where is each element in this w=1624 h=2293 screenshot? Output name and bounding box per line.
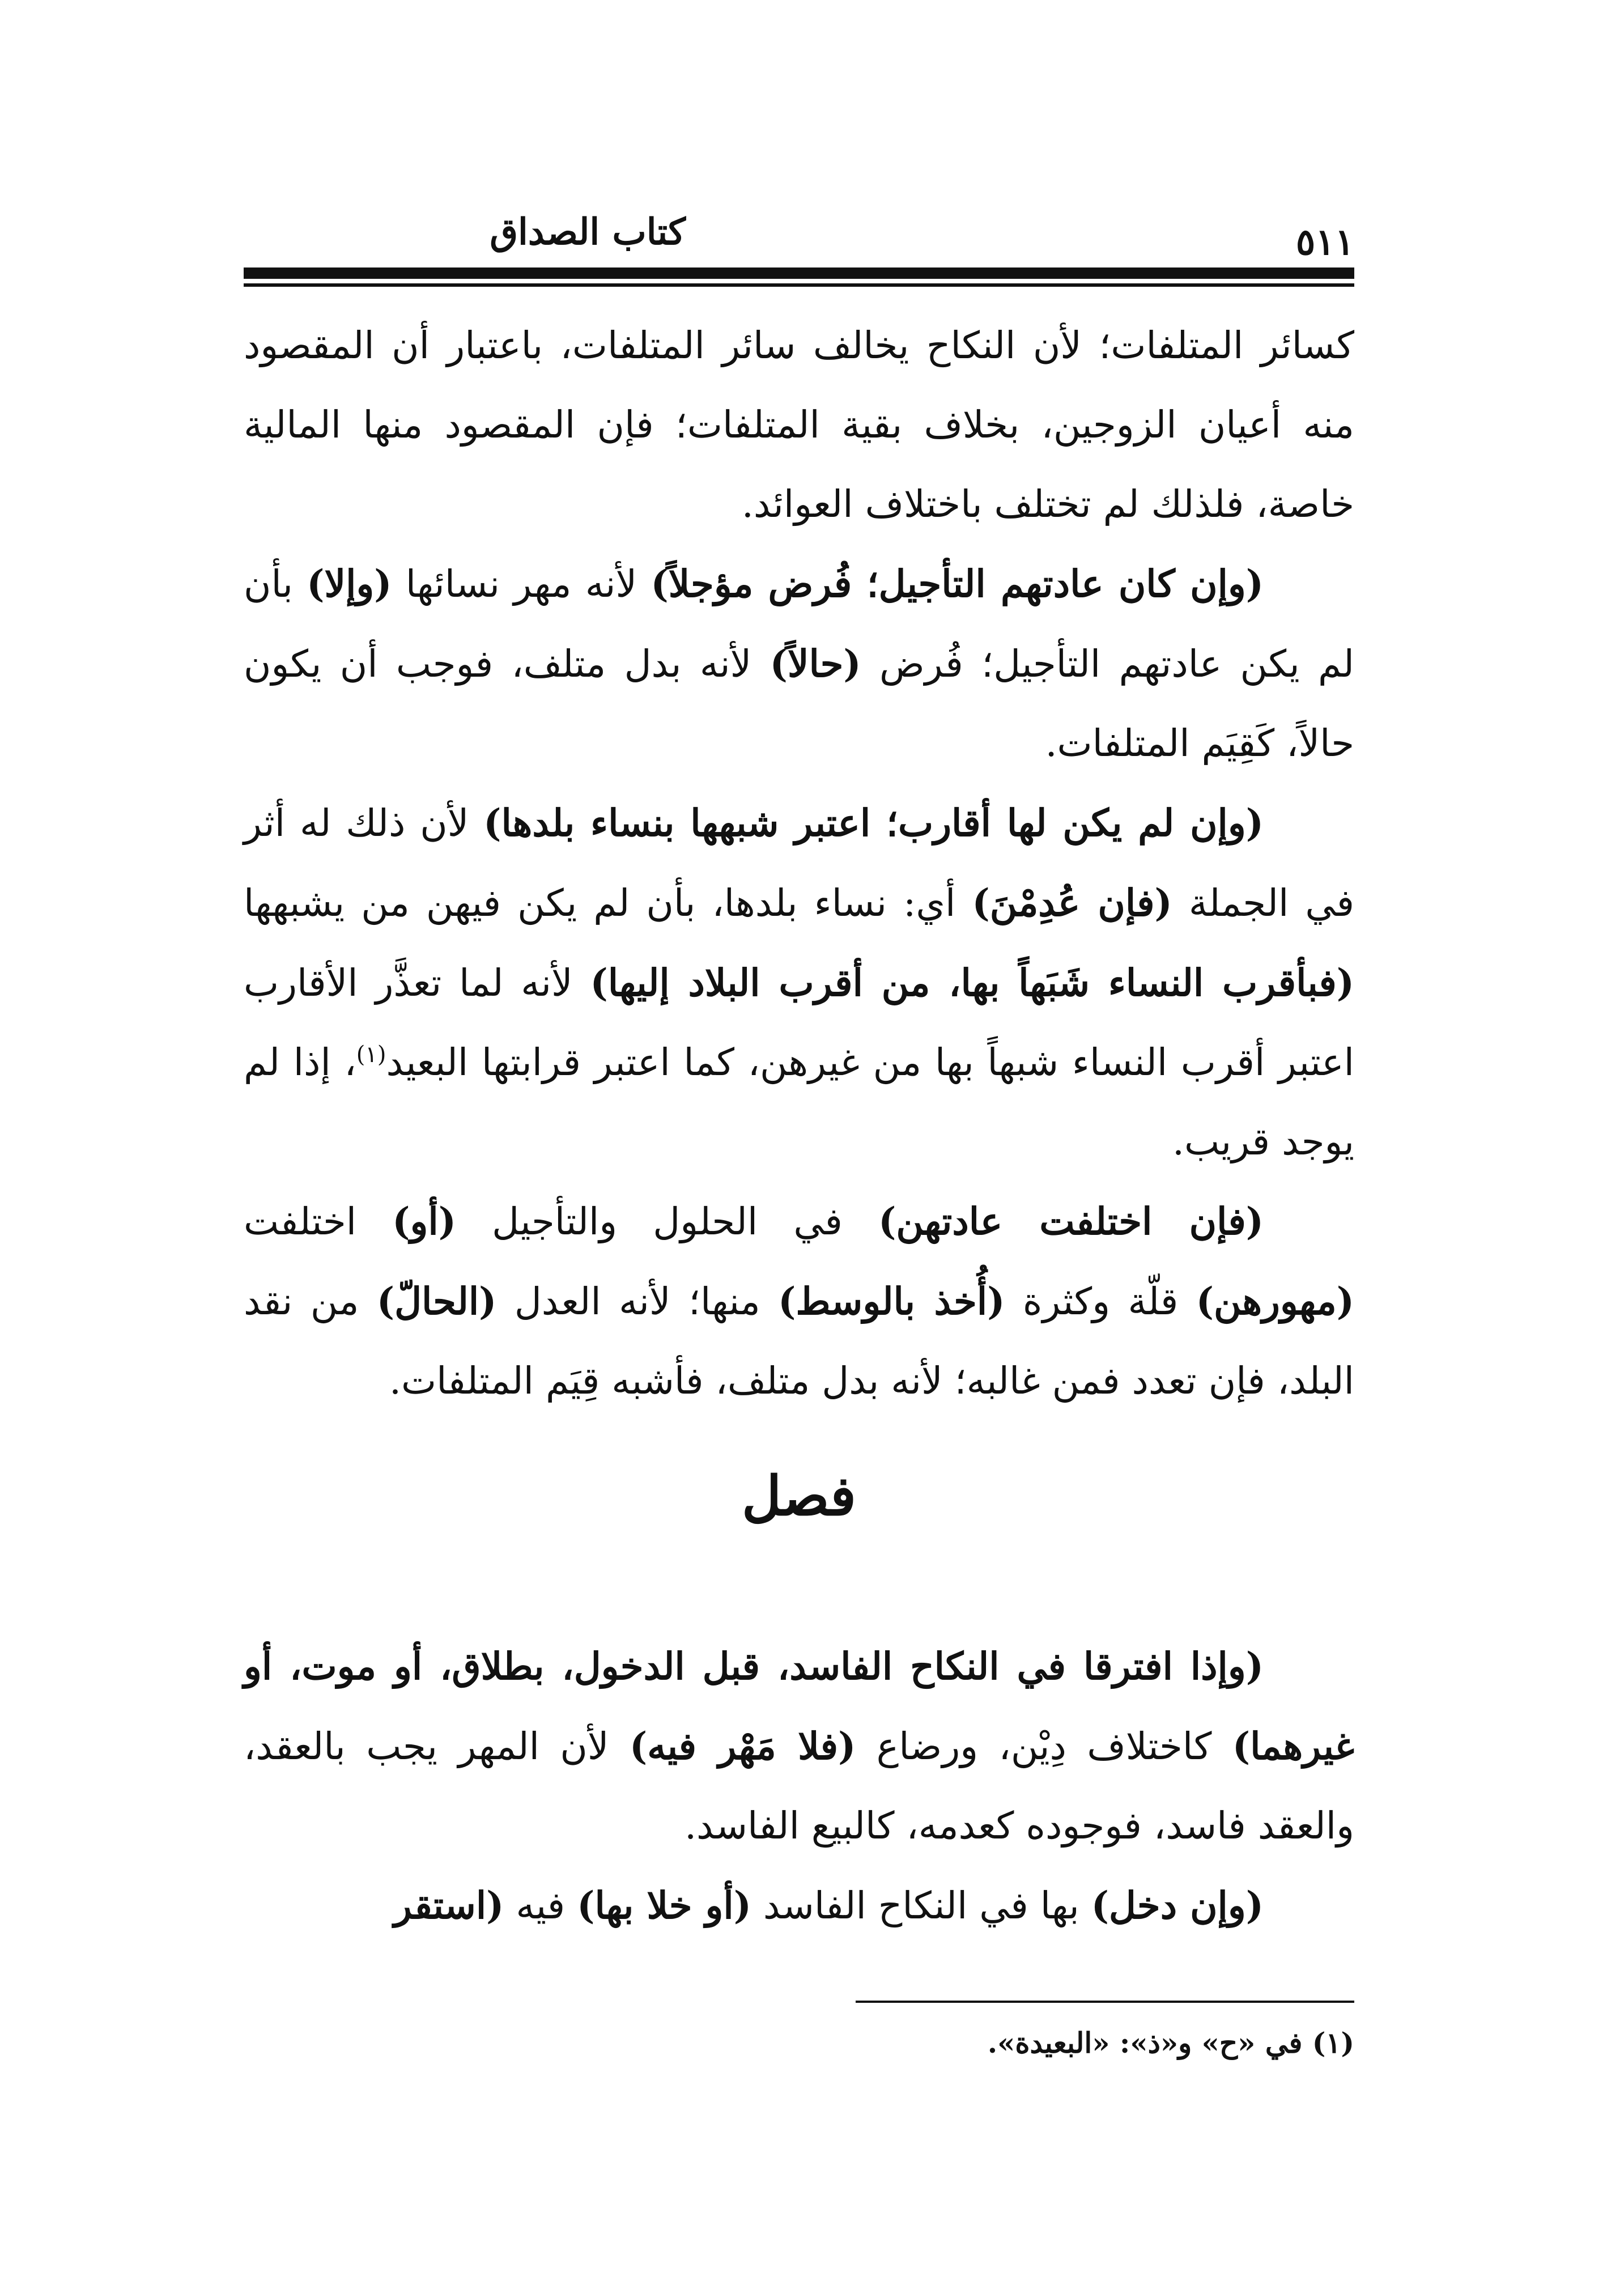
paragraph-6 (244, 1866, 1354, 1946)
sharh-text: في الحلول والتأجيل (456, 1200, 879, 1243)
main-text-block (244, 306, 1354, 1421)
matn-text: (فإن اختلفت عادتهن) (878, 1199, 1264, 1243)
main-text-block-2 (244, 1627, 1354, 1946)
matn-text: (أُخذ بالوسط) (778, 1279, 1005, 1323)
matn-text: (فبأقرب النساء شَبَهاً بها، من أقرب البلاد إليها) (590, 961, 1354, 1005)
matn-text: (وإذا افترقا في النكاح الفاسد، قبل الدخول، بطلاق، أو موت، أو غيرهما) (244, 1644, 1354, 1768)
matn-text: (حالاً) (770, 642, 861, 686)
header-rule-thin (244, 283, 1354, 287)
paragraph-1-text: كسائر المتلفات؛ لأن النكاح يخالف سائر المتلفات، باعتبار أن المقصود منه أعيان الزوجين، بخلاف بقية المتلفات؛ فإن المقصود منها المالية خاصة، فلذلك لم تختلف باختلاف العوائد. (244, 324, 1355, 526)
header-rule-thick (244, 267, 1354, 279)
matn-text: (وإلا) (307, 562, 392, 606)
sharh-text: منها؛ لأنه العدل (496, 1280, 779, 1323)
paragraph-1 (244, 306, 1354, 544)
paragraph-2 (244, 544, 1354, 783)
sharh-text: لأنه بدل متلف، فوجب أن يكون حالاً، كَقِيَم المتلفات. (244, 642, 1354, 765)
matn-text: (أو) (392, 1199, 456, 1243)
matn-text: (أو خلا بها) (577, 1883, 751, 1927)
sharh-text: بأن لم يكن عادتهم التأجيل؛ فُرض (244, 562, 1354, 686)
paragraph-5 (244, 1627, 1354, 1866)
sharh-text: اختلفت (244, 1200, 393, 1243)
sharh-text: لأن المهر يجب بالعقد، والعقد فاسد، فوجوده كعدمه، كالبيع الفاسد. (244, 1725, 1354, 1848)
running-title: كتاب الصداق (490, 211, 686, 253)
page-header (244, 204, 1354, 295)
matn-text: (مهورهن) (1196, 1279, 1354, 1323)
matn-text: (وإن دخل) (1091, 1883, 1264, 1927)
page-number: ٥١١ (1295, 221, 1354, 264)
footnote: (١) في «ح» و«ذ»: «البعيدة». (987, 2026, 1354, 2060)
sharh-text: قلّة وكثرة (1005, 1280, 1196, 1323)
matn-text: (استقر (393, 1883, 504, 1927)
sharh-text: كاختلاف دِيْن، ورضاع (856, 1725, 1232, 1768)
matn-text: (وإن كان عادتهم التأجيل؛ فُرض مؤجلاً) (651, 562, 1264, 606)
matn-text: (الحالّ) (376, 1279, 497, 1323)
sharh-text: لأنه لما تعذَّر الأقارب اعتبر أقرب النساء شبهاً بها من غيرهن، كما اعتبر قرابتها البعيد (244, 961, 1354, 1084)
matn-text: (فإن عُدِمْنَ) (972, 881, 1172, 925)
sharh-text: بها في النكاح الفاسد (751, 1884, 1091, 1927)
matn-text: (فلا مَهْر فيه) (629, 1724, 856, 1768)
paragraph-3 (244, 783, 1354, 1182)
sharh-text: لأنه مهر نسائها (392, 562, 651, 606)
sharh-text: أي: نساء بلدها، بأن لم يكن فيهن من يشبهها (244, 881, 972, 925)
sharh-text: من نقد البلد، فإن تعدد فمن غالبه؛ لأنه بدل متلف، فأشبه قِيَم المتلفات. (244, 1280, 1354, 1403)
footnote-rule (856, 2001, 1354, 2003)
paragraph-4 (244, 1182, 1354, 1421)
section-heading: فصل (742, 1464, 856, 1528)
footnote-marker: (١) (356, 1042, 386, 1068)
sharh-text: ، إذا لم يوجد قريب. (244, 1041, 1354, 1164)
sharh-text: فيه (504, 1884, 577, 1927)
matn-text: (وإن لم يكن لها أقارب؛ اعتبر شبهها بنساء بلدها) (483, 801, 1264, 845)
sharh-text: لأن ذلك له أثر في الجملة (244, 801, 1354, 925)
